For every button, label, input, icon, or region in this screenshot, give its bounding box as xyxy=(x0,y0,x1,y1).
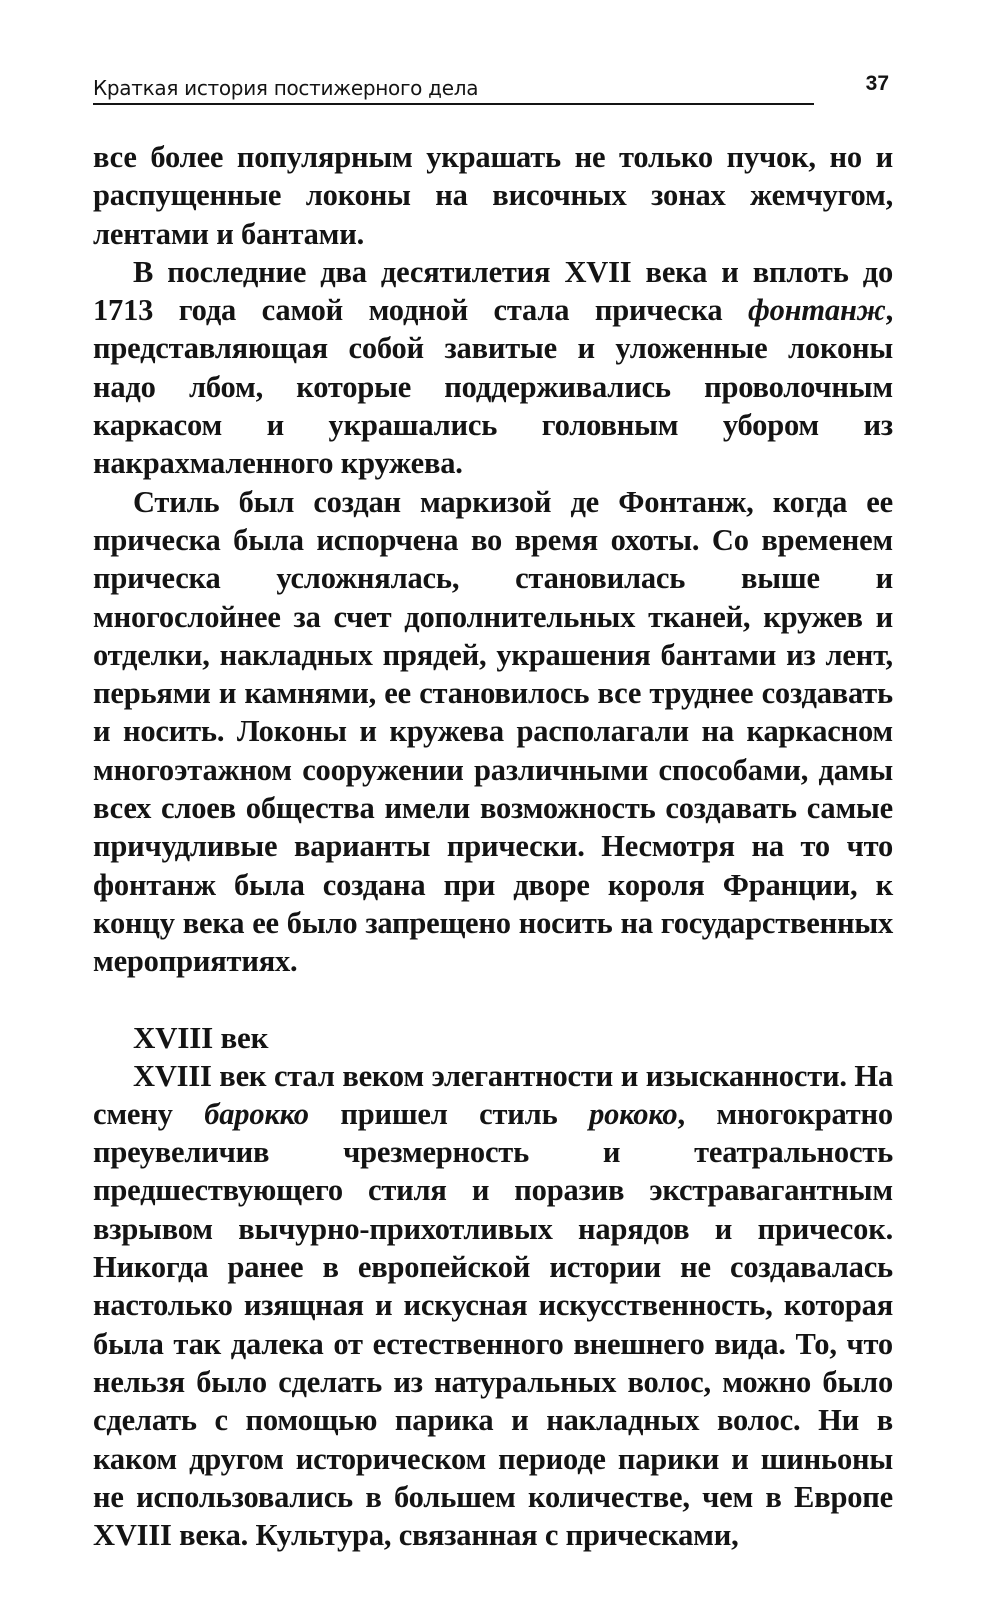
section-paragraph-1-text-b: пришел стиль xyxy=(308,1096,590,1131)
page-body xyxy=(93,138,893,1554)
section-heading: XVIII век xyxy=(133,1019,269,1055)
paragraph-3-text: Стиль был создан маркизой де Фонтанж, когда ее прическа была испорчена во время охоты. Со временем прическа усложнялась, становилась выше и многослойнее за счет дополнительных тканей, кружев и отделки, накладных прядей, украшения бантами из лент, перьями и камнями, ее становилось все труднее создавать и носить. Локоны и кружева располагали на каркасном многоэтажном сооружении различными способами, дамы всех слоев общества имели возможность создавать самые причудливые варианты прически. Несмотря на то что фонтанж была создана при дворе короля Франции, к концу века ее было запрещено носить на государственных мероприятиях. xyxy=(93,484,893,979)
running-title: Краткая история постижерного дела xyxy=(93,76,479,100)
paragraph-1-text: все более популярным украшать не только пучок, но и распущенные локоны на височных зонах жемчугом, лентами и бантами. xyxy=(93,140,893,251)
term-rococo: рококо xyxy=(589,1096,678,1131)
paragraph-2-text-a: В последние два десятилетия XVII века и вплоть до 1713 года самой модной стала прическа xyxy=(93,254,893,328)
paragraph-2 xyxy=(93,253,893,483)
header-rule xyxy=(93,103,814,105)
page-number: 37 xyxy=(865,72,889,95)
paragraph-2-text-b: , представляющая собой завитые и уложенные локоны надо лбом, которые поддерживались проволочным каркасом и украшались головным убором из накрахмаленного кружева. xyxy=(93,293,893,481)
section-paragraph-1 xyxy=(93,1057,893,1555)
term-baroque: барокко xyxy=(204,1096,309,1131)
page-header xyxy=(93,68,893,108)
section-paragraph-1-text-a: XVIII век стал веком элегантности и изысканности. На смену xyxy=(93,1058,893,1131)
paragraph-1 xyxy=(93,138,893,253)
paragraph-3 xyxy=(93,483,893,981)
section-paragraph-1-text-c: , многократно преувеличив чрезмерность и театральность предшествующего стиля и поразив экстравагантным взрывом вычурно-прихотливых нарядов и причесок. Никогда ранее в европейской истории не создавалась настолько изящная и искусная искусственность, которая была так далека от естественного внешнего вида. То, что нельзя было сделать из натуральных волос, можно было сделать с помощью парика и накладных волос. Ни в каком другом историческом периоде парики и шиньоны не использовались в большем количестве, чем в Европе XVIII века. Культура, связанная с прическами, xyxy=(93,1096,893,1553)
term-fontange: фонтанж xyxy=(747,293,886,328)
